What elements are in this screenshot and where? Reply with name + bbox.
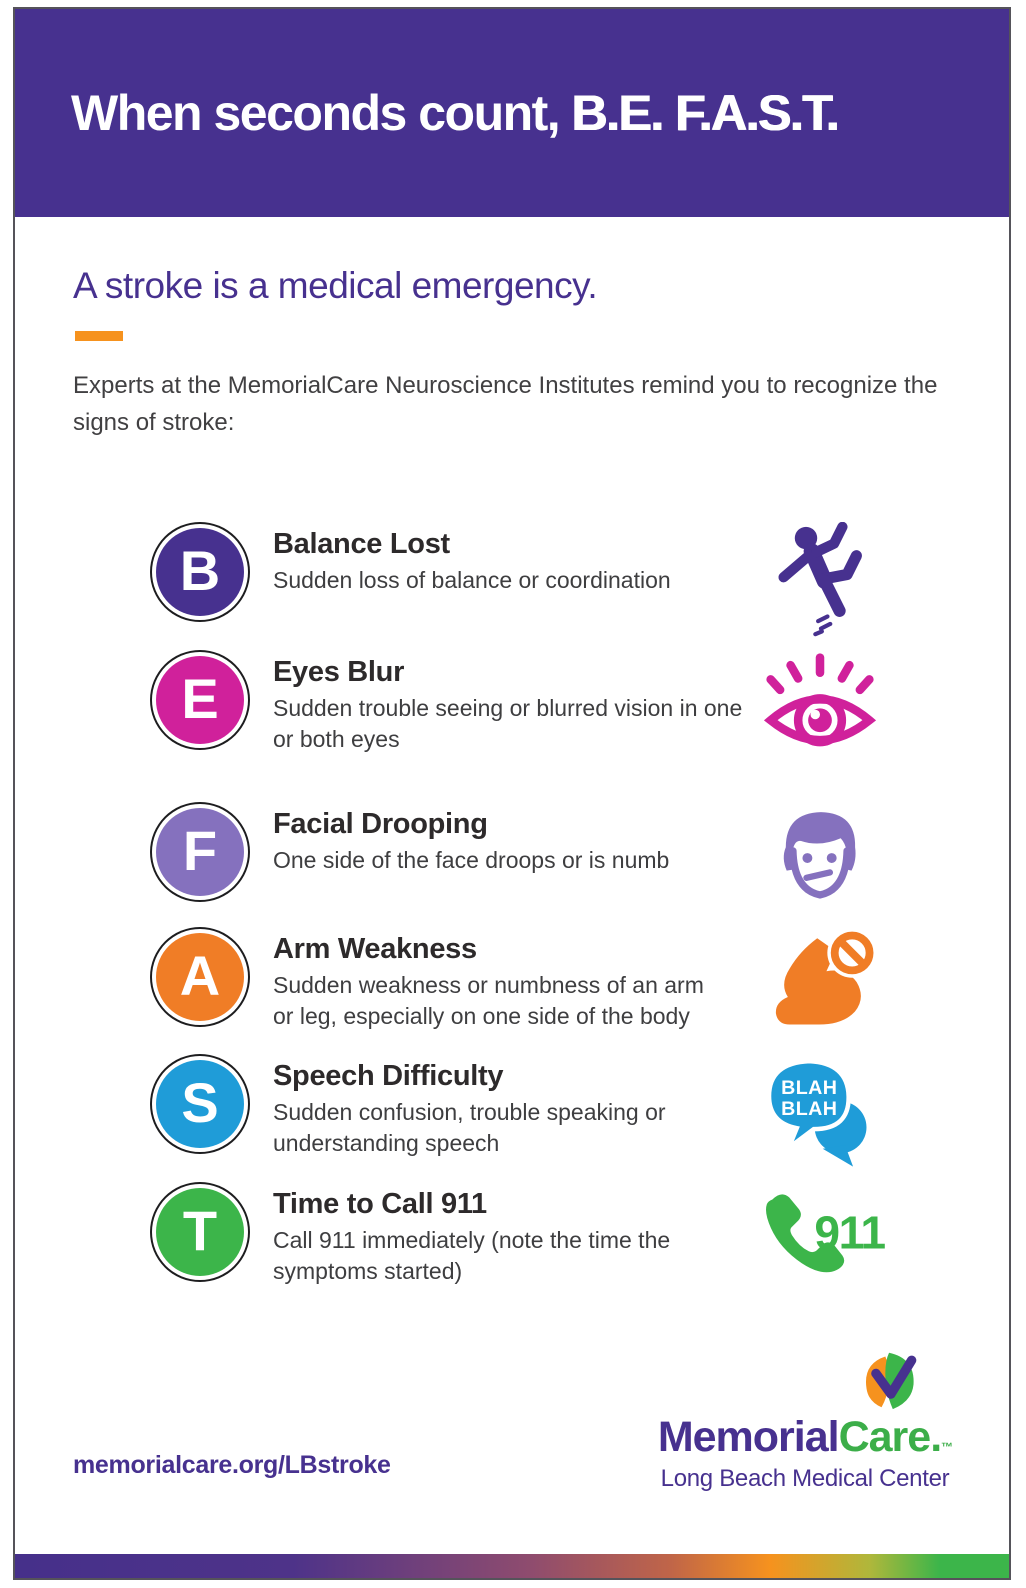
badge-a-letter: A xyxy=(179,944,221,1007)
sign-row-face xyxy=(150,802,890,906)
sign-title: Balance Lost xyxy=(273,528,450,560)
sign-title: Facial Drooping xyxy=(273,808,488,840)
orange-dash xyxy=(75,331,123,341)
header-title-strong: B.E. F.A.S.T. xyxy=(571,85,839,141)
speech-bubble-line1: BLAH xyxy=(781,1077,838,1100)
sign-title: Time to Call 911 xyxy=(273,1188,487,1220)
intro-text: Experts at the MemorialCare Neuroscience Institutes remind you to recognize the signs of stroke: xyxy=(73,372,938,437)
badge-a xyxy=(156,933,244,1021)
footer-url: memorialcare.org/LBstroke xyxy=(73,1451,391,1479)
speech-bubbles-icon xyxy=(750,1054,890,1172)
sign-row-balance xyxy=(150,522,890,640)
sign-row-eyes xyxy=(150,650,890,762)
badge-t-letter: T xyxy=(182,1199,218,1262)
sign-description: Sudden loss of balance or coordination xyxy=(273,567,671,593)
sign-copy xyxy=(253,927,750,1031)
poster-frame xyxy=(13,7,1011,1580)
phone-number-label: 911 xyxy=(814,1206,885,1259)
sign-title: Eyes Blur xyxy=(273,656,405,688)
sign-description: One side of the face droops or is numb xyxy=(273,847,670,873)
badge-f xyxy=(156,808,244,896)
logo-memorial: Memorial xyxy=(657,1413,839,1461)
header-band xyxy=(15,9,1009,217)
sign-title: Arm Weakness xyxy=(273,933,477,965)
sign-row-speech xyxy=(150,1054,890,1172)
drooping-face-icon xyxy=(750,802,890,906)
sign-copy xyxy=(253,650,750,754)
sign-copy xyxy=(253,802,750,876)
badge-e-letter: E xyxy=(181,667,219,730)
sign-title: Speech Difficulty xyxy=(273,1060,504,1092)
weak-arm-icon xyxy=(750,927,890,1033)
sign-description: Call 911 immediately (note the time the symptoms started) xyxy=(273,1227,671,1284)
header-title-regular: When seconds count, xyxy=(71,85,572,141)
sign-row-arm xyxy=(150,927,890,1033)
phone-911-icon xyxy=(750,1182,890,1280)
badge-b xyxy=(156,528,244,616)
sign-row-time xyxy=(150,1182,890,1286)
memorialcare-logo xyxy=(649,1349,961,1493)
logo-care: Care. xyxy=(838,1413,942,1461)
header-title xyxy=(15,84,838,142)
logo-wordmark xyxy=(649,1413,961,1462)
logo-subtitle: Long Beach Medical Center xyxy=(660,1465,950,1492)
memorialcare-leaf-icon xyxy=(855,1349,925,1416)
badge-t xyxy=(156,1188,244,1276)
speech-bubble-line2: BLAH xyxy=(781,1097,838,1120)
badge-f-letter: F xyxy=(182,819,218,882)
falling-person-icon xyxy=(750,522,890,640)
badge-s-letter: S xyxy=(181,1071,219,1134)
badge-s xyxy=(156,1060,244,1148)
logo-trademark: ™ xyxy=(941,1440,953,1454)
sign-copy xyxy=(253,1054,750,1158)
eye-icon xyxy=(750,650,890,762)
rainbow-bar xyxy=(15,1554,1009,1578)
sign-copy xyxy=(253,522,750,596)
badge-e xyxy=(156,656,244,744)
sign-description: Sudden trouble seeing or blurred vision in one or both eyes xyxy=(273,695,743,752)
sign-description: Sudden confusion, trouble speaking or understanding speech xyxy=(273,1099,666,1156)
sign-description: Sudden weakness or numbness of an arm or leg, especially on one side of the body xyxy=(273,972,704,1029)
sign-copy xyxy=(253,1182,750,1286)
badge-b-letter: B xyxy=(179,539,221,602)
subtitle: A stroke is a medical emergency. xyxy=(73,265,598,306)
